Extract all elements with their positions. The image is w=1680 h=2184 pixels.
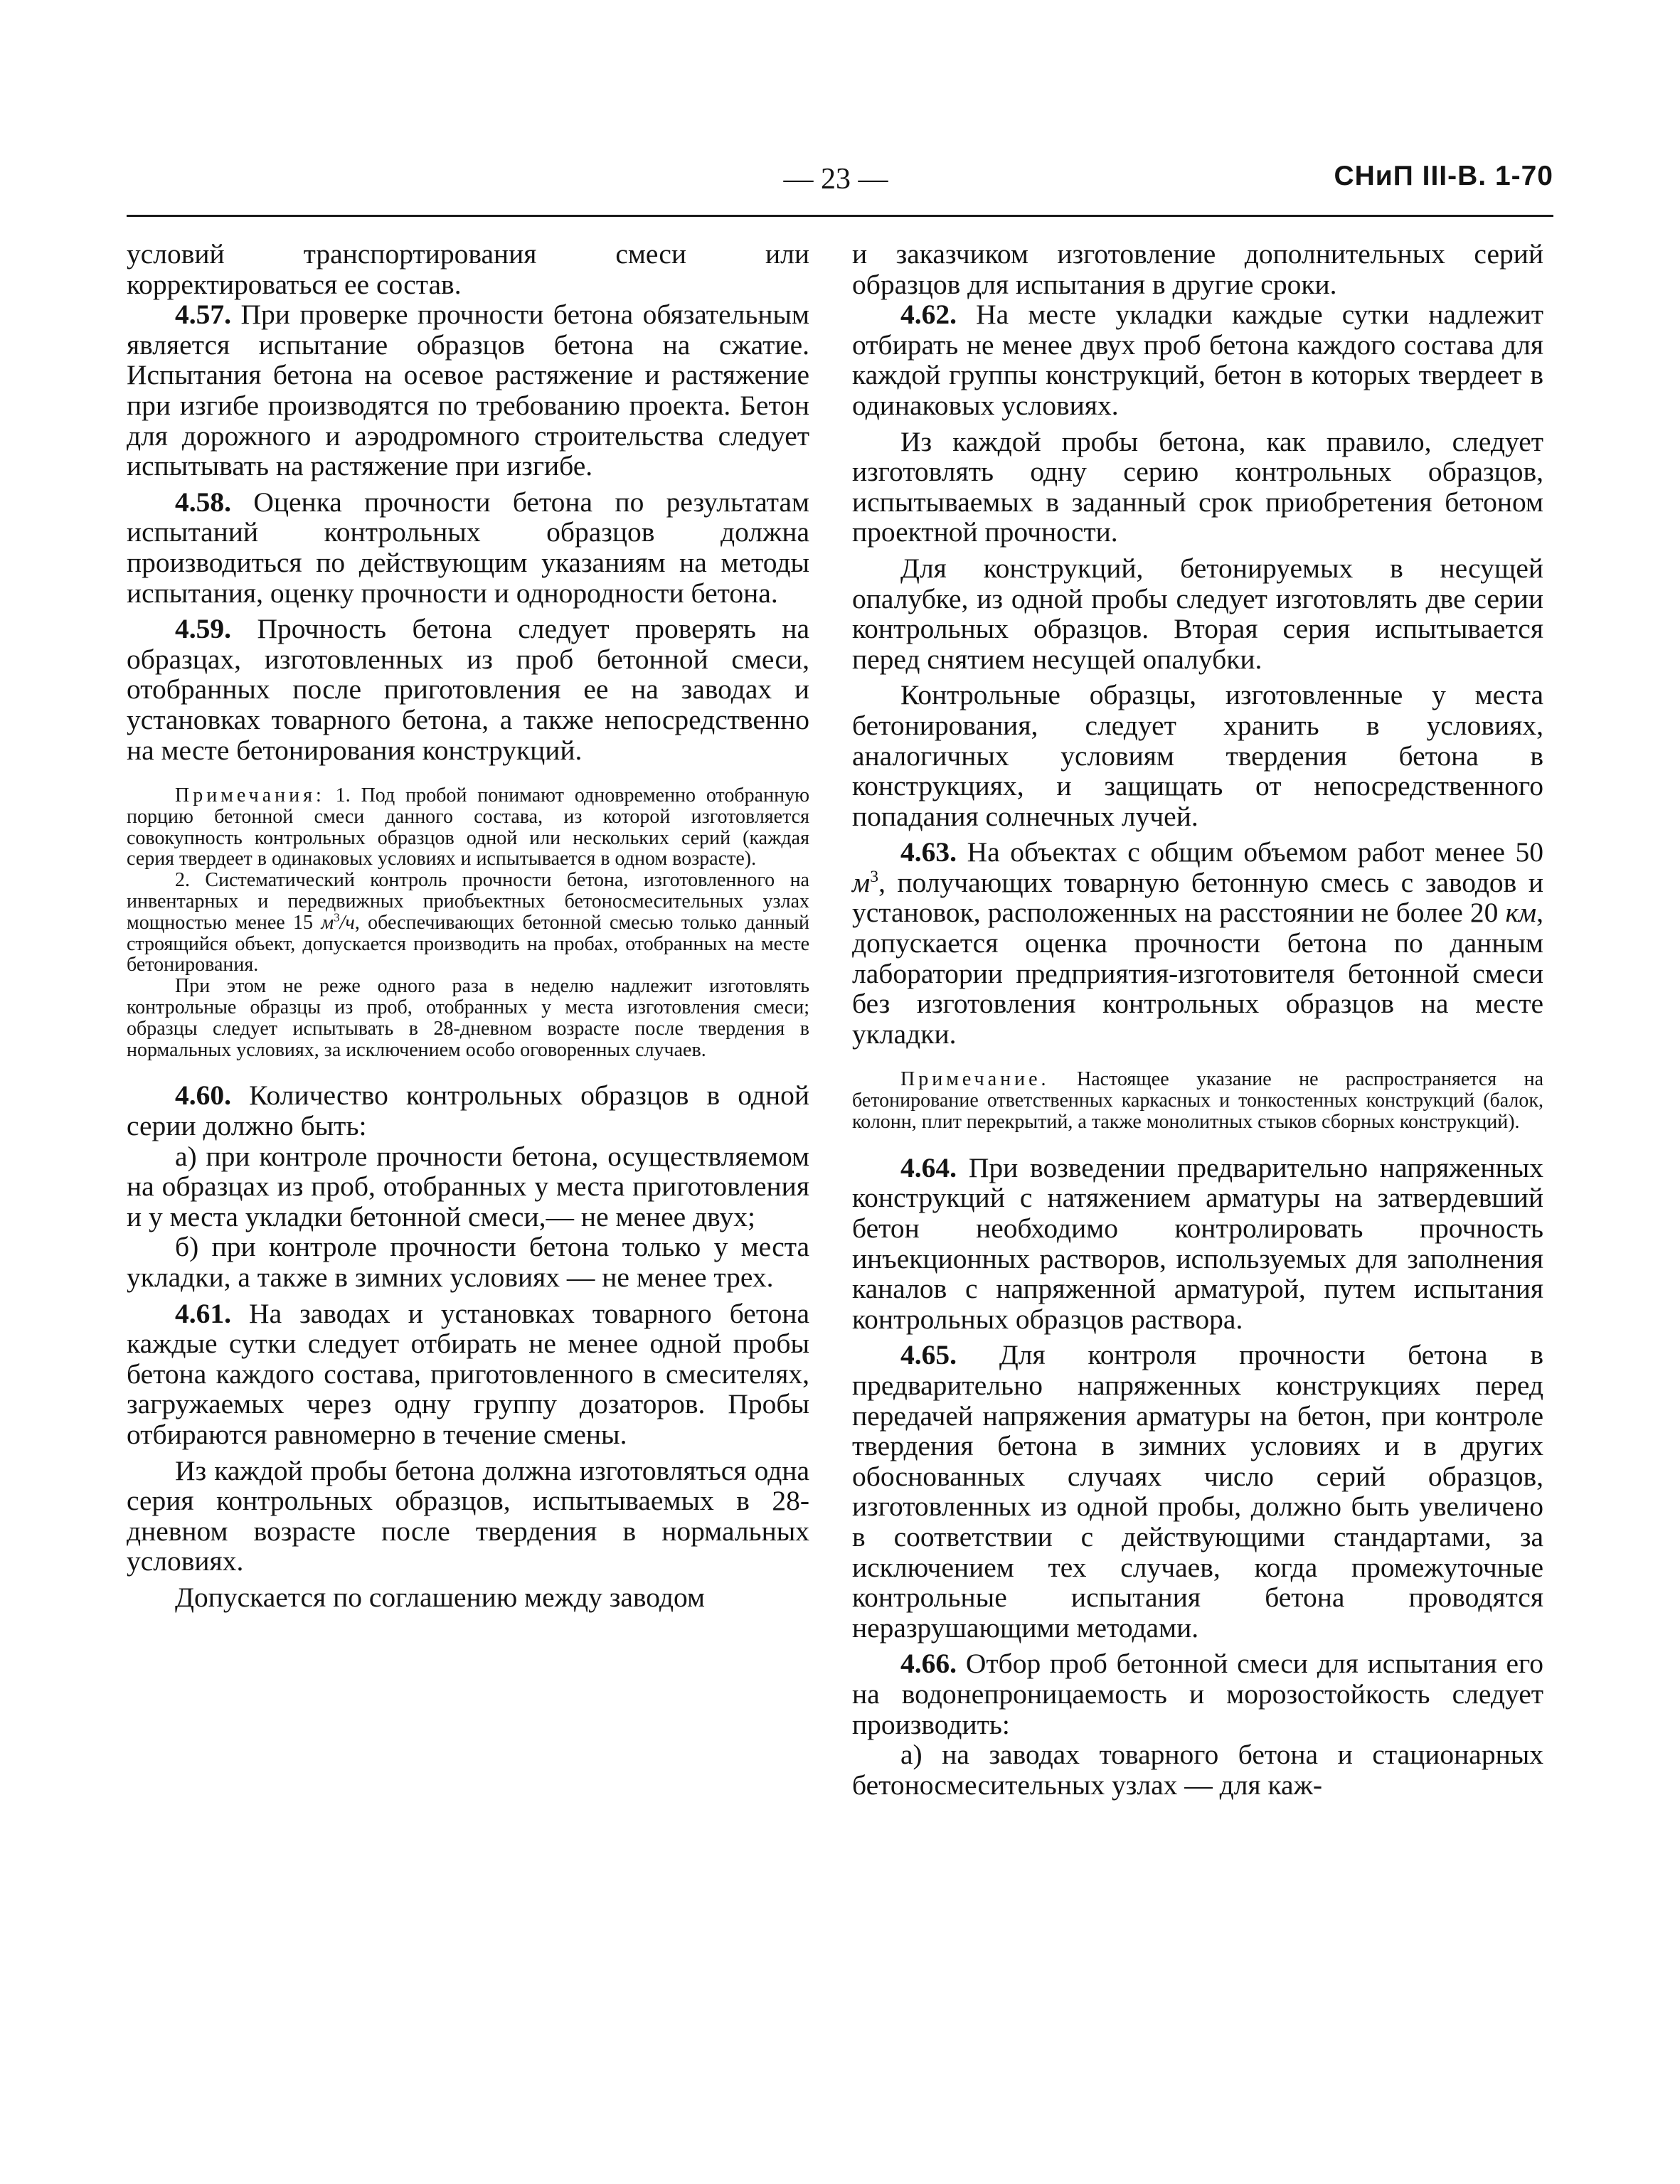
header-rule	[127, 215, 1553, 217]
superscript: 3	[334, 910, 340, 925]
clause-text: Оценка прочности бетона по результатам испытаний контрольных образцов должна производиться по действующим указаниям на методы испытания, оценку прочности и однородности бетона.	[127, 486, 809, 609]
clause-number: 4.65.	[900, 1339, 957, 1371]
note-text: 1. Под пробой понимают одновременно отобранную порцию бетонной смеси данного состава, из которой изготовляется совокупность контрольных образцов одной или нескольких серий (каждая серия твердеет в одинаковых условиях и испытывается в одном возрасте).	[127, 784, 809, 870]
note-text: Настоящее указание не распространяется на бетонирование ответственных каркасных и тонкостенных конструкций (балок, колонн, плит перекрытий, а также монолитных стыков сборных конструкций).	[852, 1068, 1543, 1134]
clause-text: На объектах с общим объемом работ менее 50	[957, 836, 1543, 868]
note-3: При этом не реже одного раза в неделю надлежит изготовлять контрольные образцы из проб, отобранных у места изготовления смеси; образцы следует испытывать в 28-дневном возрасте после твердения в нормальных условиях, за исключением особо оговоренных случаев.	[127, 975, 809, 1061]
clause-text: Прочность бетона следует проверять на образцах, изготовленных из проб бетонной смеси, отобранных после приготовления ее на заводах и установках товарного бетона, а также непосредственно на месте бетонирования конструкций.	[127, 613, 809, 766]
superscript: 3	[870, 867, 879, 886]
clause-4-60	[127, 1080, 809, 1141]
clause-text: На месте укладки каждые сутки надлежит отбирать не менее двух проб бетона каждого состава для каждой группы конструкций, бетон в которых твердеет в одинаковых условиях.	[852, 299, 1543, 421]
clause-4-57	[127, 299, 809, 481]
clause-number: 4.61.	[175, 1297, 231, 1329]
note	[852, 1069, 1543, 1132]
note-text: 2. Систематический контроль прочности бетона, изготовленного на инвентарных и передвижных приобъектных бетоносмесительных узлах мощностью менее 15	[127, 869, 809, 934]
note-label: Примечание.	[900, 1068, 1050, 1091]
clause-text: , получающих товарную бетонную смесь с заводов и установок, расположенных на расстоянии не более 20	[852, 866, 1543, 929]
note-1	[127, 785, 809, 870]
clause-text: Для контроля прочности бетона в предварительно напряженных конструкциях перед передачей напряжения арматуры на бетон, при контроле твердения бетона в зимних условиях и в других обоснованных случаях число серий образцов, изготовленных из одной пробы, должно быть увеличено в соответствии с действующими стандартами, за исключением тех случаев, когда промежуточные контрольные испытания бетона проводятся неразрушающими методами.	[852, 1339, 1543, 1644]
clause-text: При возведении предварительно напряженных конструкций с натяжением арматуры на затвердевший бетон необходимо контролировать прочность инъекционных растворов, используемых для заполнения каналов с напряженной арматурой, путем испытания контрольных образцов раствора.	[852, 1151, 1543, 1335]
clause-4-58	[127, 487, 809, 608]
notes-block	[127, 785, 809, 1060]
paragraph: Для конструкций, бетонируемых в несущей опалубке, из одной пробы следует изготовлять две серии контрольных образцов. Вторая серия испытывается перед снятием несущей опалубки.	[852, 552, 1543, 675]
clause-4-62	[852, 299, 1543, 420]
clause-text: При проверке прочности бетона обязательным является испытание образцов бетона на сжатие. Испытания бетона на осевое растяжение и растяжение при изгибе производятся по требованию проекта. Бетон для дорожного и аэродромного строительства следует испытывать на растяжение при изгибе.	[127, 299, 809, 482]
clause-number: 4.57.	[175, 299, 231, 331]
clause-4-66	[852, 1648, 1543, 1740]
paragraph: Допускается по соглашению между заводом	[175, 1581, 705, 1613]
clause-number: 4.62.	[900, 299, 957, 331]
unit: м	[852, 866, 871, 898]
unit: км	[1505, 897, 1537, 929]
paragraph-continuation: и заказчиком изготовление дополнительных серий образцов для испытания в другие сроки.	[852, 238, 1543, 300]
clause-text: На заводах и установках товарного бетона каждые сутки следует отбирать не менее одной пробы бетона каждого состава, приготовленного в смесителях, загружаемых через одну группу дозаторов. Пробы отбираются равномерно в течение смены.	[127, 1297, 809, 1450]
page-number: — 23 —	[783, 163, 888, 196]
note-2	[127, 870, 809, 976]
clause-text: Отбор проб бетонной смеси для испытания его на водонепроницаемость и морозостойкость следует производить:	[852, 1648, 1543, 1740]
clause-4-63	[852, 837, 1543, 1049]
note-label: Примечания:	[175, 784, 325, 807]
clause-4-61	[127, 1299, 809, 1450]
clause-4-64	[852, 1153, 1543, 1335]
unit: /ч	[339, 911, 355, 934]
clause-number: 4.60.	[175, 1080, 231, 1112]
clause-4-59	[127, 614, 809, 765]
clause-number: 4.66.	[900, 1648, 957, 1680]
paragraph: Из каждой пробы бетона должна изготовляться одна серия контрольных образцов, испытываемых в 28-дневном возрасте после твердения в нормальных условиях.	[127, 1454, 809, 1577]
note-text: , обеспечивающих бетонной смесью только данный строящийся объект, допускается производить на пробах, отобранных на месте бетонирования.	[127, 911, 809, 976]
note-block	[852, 1069, 1543, 1132]
document-code: СНиП III-В. 1-70	[1334, 161, 1553, 191]
clause-number: 4.58.	[175, 486, 231, 518]
paragraph: Из каждой пробы бетона, как правило, следует изготовлять одну серию контрольных образцов, испытываемых в заданный срок приобретения бетоном проектной прочности.	[852, 425, 1543, 548]
paragraph-continuation: условий транспортирования смеси или корректироваться ее состав.	[127, 238, 809, 300]
left-column	[127, 239, 809, 1613]
list-item-a: а) на заводах товарного бетона и стационарных бетоносмесительных узлах — для каж-	[852, 1739, 1543, 1801]
clause-number: 4.59.	[175, 613, 231, 645]
right-column	[852, 239, 1543, 1800]
paragraph: Контрольные образцы, изготовленные у места бетонирования, следует хранить в условиях, аналогичных условиям твердения бетона в конструкциях, и защищать от непосредственного попадания солнечных лучей.	[852, 679, 1543, 832]
list-item-b: б) при контроле прочности бетона только у места укладки, а также в зимних условиях — не менее трех.	[127, 1231, 809, 1294]
clause-number: 4.63.	[900, 836, 957, 868]
clause-4-65	[852, 1340, 1543, 1643]
clause-text: , допускается оценка прочности бетона по данным лаборатории предприятия-изготовителя бетонной смеси без изготовления контрольных образцов на месте укладки.	[852, 897, 1543, 1050]
unit: м	[321, 911, 334, 934]
clause-text: Количество контрольных образцов в одной серии должно быть:	[127, 1080, 809, 1142]
clause-number: 4.64.	[900, 1151, 957, 1183]
list-item-a: а) при контроле прочности бетона, осуществляемом на образцах из проб, отобранных у места приготовления и у места укладки бетонной смеси,— не менее двух;	[127, 1140, 809, 1232]
